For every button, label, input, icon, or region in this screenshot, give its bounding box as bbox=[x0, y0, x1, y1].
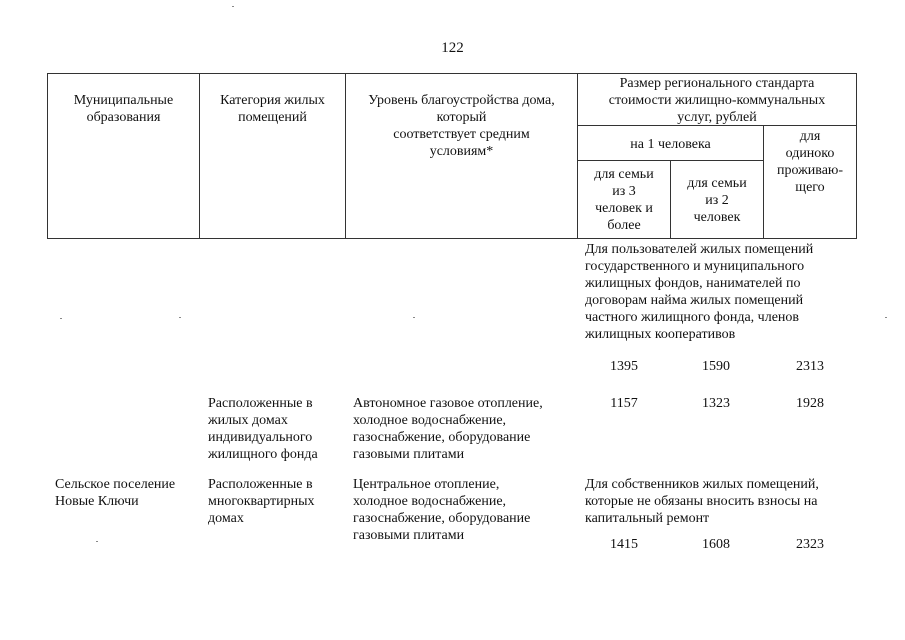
scan-speck bbox=[60, 318, 62, 319]
row3-level: Центральное отопление, холодное водоснабжение, газоснабжение, оборудование газовыми плитами bbox=[353, 477, 531, 543]
header-family-3: для семьи из 3 человек и более bbox=[594, 167, 654, 233]
header-per-person: на 1 человека bbox=[630, 137, 711, 152]
row1-value-single: 2313 bbox=[796, 359, 824, 374]
row2-category: Расположенные в жилых домах индивидуального жилищного фонда bbox=[208, 396, 318, 462]
header-municipality: Муниципальные образования bbox=[73, 93, 174, 125]
row2-value-family2: 1323 bbox=[702, 396, 730, 411]
header-standard-size: Размер регионального стандарта стоимости жилищно-коммунальных услуг, рублей bbox=[608, 76, 826, 125]
row3-municipality: Сельское поселение Новые Ключи bbox=[55, 477, 176, 509]
header-category: Категория жилых помещений bbox=[220, 93, 325, 125]
row2-level: Автономное газовое отопление, холодное водоснабжение, газоснабжение, оборудование газовыми плитами bbox=[353, 396, 543, 462]
row1-value-family3: 1395 bbox=[610, 359, 638, 374]
scan-speck bbox=[232, 6, 234, 7]
header-level: Уровень благоустройства дома, который соответствует средним условиям* bbox=[368, 93, 555, 159]
row3-category: Расположенные в многоквартирных домах bbox=[208, 477, 315, 526]
note-tenants: Для пользователей жилых помещений государственного и муниципального жилищных фондов, нанимателей по договорам найма жилых помещений частного жилищного фонда, членов жилищных кооперативов bbox=[585, 242, 814, 342]
scan-speck bbox=[413, 317, 415, 318]
table-bottom-border bbox=[47, 238, 857, 239]
note-owners: Для собственников жилых помещений, которые не обязаны вносить взносы на капитальный ремонт bbox=[585, 477, 819, 526]
page-number: 122 bbox=[441, 40, 464, 56]
row3-value-family3: 1415 bbox=[610, 537, 638, 552]
row2-value-single: 1928 bbox=[796, 396, 824, 411]
row3-value-single: 2323 bbox=[796, 537, 824, 552]
scan-speck bbox=[179, 317, 181, 318]
row1-value-family2: 1590 bbox=[702, 359, 730, 374]
row2-value-family3: 1157 bbox=[610, 396, 638, 411]
scan-speck bbox=[885, 317, 887, 318]
header-single: для одиноко проживаю- щего bbox=[776, 129, 844, 195]
table-right-border bbox=[856, 73, 857, 239]
scan-speck bbox=[96, 541, 98, 542]
header-family-2: для семьи из 2 человек bbox=[687, 176, 747, 225]
table-top-border bbox=[47, 73, 857, 74]
row3-value-family2: 1608 bbox=[702, 537, 730, 552]
